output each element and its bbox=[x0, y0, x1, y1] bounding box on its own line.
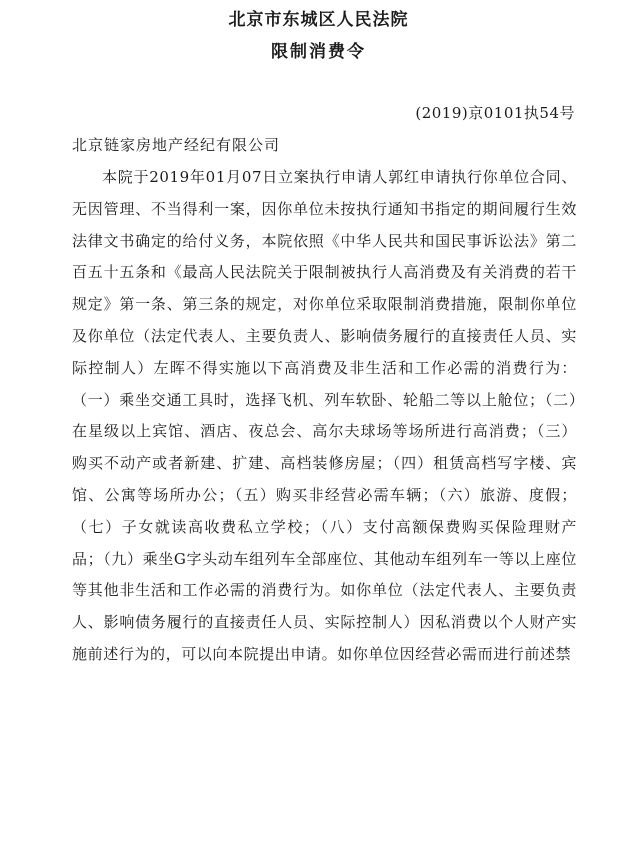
recipient-name: 北京链家房地产经纪有限公司 bbox=[72, 136, 281, 154]
body-paragraph: 本院于2019年01月07日立案执行申请人郭红申请执行你单位合同、无因管理、不当得利一案，因你单位未按执行通知书指定的期间履行生效法律文书确定的给付义务，本院依照《中华人民共和国民事诉讼法》第二百五十五条和《最高人民法院关于限制被执行人高消费及有关消费的若干规定》第一条、第三条的规定，对你单位采取限制消费措施，限制你单位及你单位（法定代表人、主要负责人、影响债务履行的直接责任人员、实际控制人）左晖不得实施以下高消费及非生活和工作必需的消费行为：（一）乘坐交通工具时，选择飞机、列车软卧、轮船二等以上舱位；（二）在星级以上宾馆、酒店、夜总会、高尔夫球场等场所进行高消费；（三）购买不动产或者新建、扩建、高档装修房屋；（四）租赁高档写字楼、宾馆、公寓等场所办公；（五）购买非经营必需车辆；（六）旅游、度假；（七）子女就读高收费私立学校；（八）支付高额保费购买保险理财产品；（九）乘坐G字头动车组列车全部座位、其他动车组列车一等以上座位等其他非生活和工作必需的消费行为。如你单位（法定代表人、主要负责人、影响债务履行的直接责任人员、实际控制人）因私消费以个人财产实施前述行为的，可以向本院提出申请。如你单位因经营必需而进行前述禁 bbox=[72, 168, 577, 663]
document-title: 限制消费令 bbox=[271, 42, 366, 62]
case-number: (2019)京0101执54号 bbox=[415, 104, 575, 122]
court-name: 北京市东城区人民法院 bbox=[228, 10, 409, 30]
